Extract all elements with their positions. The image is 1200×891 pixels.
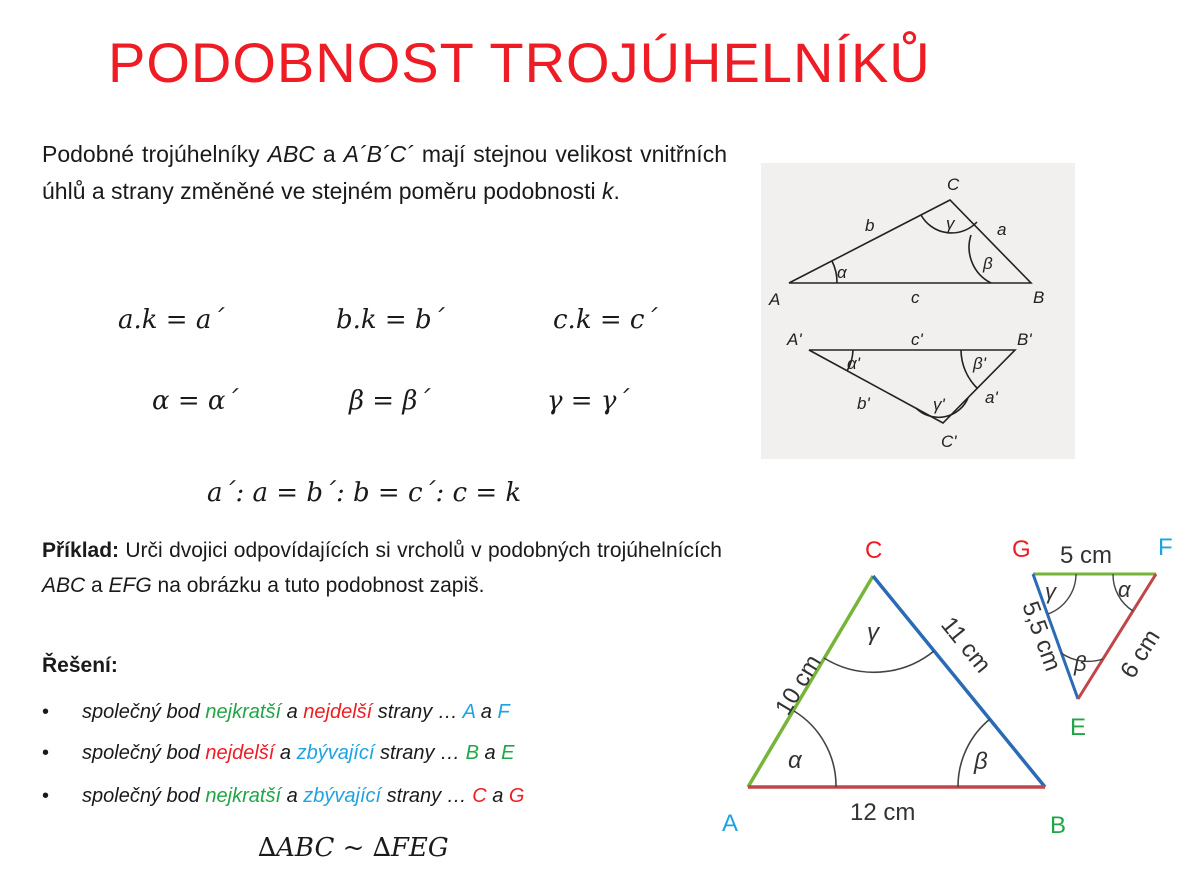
vertex-c: C <box>865 537 883 564</box>
formula-angle-gamma: γ = γ´ <box>547 386 630 416</box>
triangle-abc-prime: A´B´C´ <box>343 141 414 167</box>
solution-item <box>42 785 524 808</box>
side-c-prime-label: c' <box>911 330 923 349</box>
angle-alpha-label: α <box>788 747 802 774</box>
side-ac-length: 10 cm <box>769 650 827 721</box>
formula-side-a: a.k = a´ <box>118 305 225 335</box>
side-c-label: c <box>911 288 920 307</box>
item-text: a <box>486 785 509 807</box>
vertex-label: C <box>472 785 487 807</box>
word-shortest: nejkratší <box>205 785 282 807</box>
side-ge-length: 5,5 cm <box>1016 597 1067 675</box>
ratio-k: k <box>602 178 614 204</box>
vertex-e: E <box>1070 714 1087 741</box>
triangle-abc: ABC <box>267 141 315 167</box>
intro-text: . <box>613 178 620 204</box>
solution-label: Řešení: <box>42 654 118 677</box>
angle-beta-label: β <box>983 254 993 273</box>
item-text: a <box>478 742 502 764</box>
word-shortest: nejkratší <box>205 701 282 723</box>
word-longest: nejdelší <box>303 701 373 723</box>
vertex-label: E <box>501 742 515 764</box>
intro-paragraph <box>42 136 727 210</box>
formula-ratio: a´: a = b´: b = c´: c = k <box>207 478 522 508</box>
triangle-abc: ABC <box>42 574 86 597</box>
angle-gamma-label: γ <box>946 214 955 233</box>
intro-text: mají stejnou velikost vnitřních úhlů a strany změněné ve stejném poměru podobnosti <box>42 141 727 204</box>
page-title: PODOBNOST TROJÚHELNÍKŮ <box>108 31 931 94</box>
bullet-icon: • <box>42 701 50 723</box>
side-a-prime-label: a' <box>985 388 998 407</box>
item-text: strany … <box>374 742 466 764</box>
side-b-prime-label: b' <box>857 394 870 413</box>
similar-triangles-figure <box>761 163 1075 459</box>
vertex-label: A <box>462 701 476 723</box>
example-paragraph <box>42 533 722 603</box>
vertex-a-prime: A' <box>787 330 802 349</box>
vertex-label: F <box>497 701 510 723</box>
side-gf-length: 5 cm <box>1060 542 1113 569</box>
vertex-c: C <box>947 175 960 194</box>
vertex-c-prime: C' <box>941 432 957 451</box>
side-bc-length: 11 cm <box>935 611 997 679</box>
formula-angle-beta: β = β´ <box>349 386 431 416</box>
intro-text: a <box>314 141 344 167</box>
angle-alpha-label: α <box>837 263 847 282</box>
item-text: a <box>274 742 297 764</box>
item-text: a <box>281 701 304 723</box>
vertex-label: B <box>465 742 479 764</box>
word-remaining: zbývající <box>296 742 375 764</box>
side-b-label: b <box>865 216 875 235</box>
item-text: společný bod <box>82 742 206 764</box>
formula-side-c: c.k = c´ <box>553 305 658 335</box>
item-text: a <box>475 701 498 723</box>
angle-alpha-prime-label: α' <box>847 354 860 373</box>
word-longest: nejdelší <box>205 742 275 764</box>
vertex-a: A <box>722 810 739 837</box>
similarity-conclusion: ∆ABC ~ ∆FEG <box>258 833 449 863</box>
example-text: na obrázku a tuto podobnost zapiš. <box>151 574 485 597</box>
side-fe-length: 6 cm <box>1115 624 1166 684</box>
vertex-f: F <box>1158 534 1173 561</box>
side-a-label: a <box>997 220 1007 239</box>
item-text: strany … <box>372 701 463 723</box>
vertex-b-prime: B' <box>1017 330 1032 349</box>
small-angle-alpha-label: α <box>1118 577 1131 602</box>
angle-arcs <box>794 651 990 787</box>
intro-text: Podobné trojúhelníky <box>42 141 268 167</box>
example-triangles-figure <box>700 525 1180 870</box>
bullet-icon: • <box>42 785 50 807</box>
small-angle-beta-label: β <box>1074 651 1087 676</box>
triangle-abc-shape <box>789 200 1031 283</box>
item-text: strany … <box>381 785 473 807</box>
word-remaining: zbývající <box>303 785 382 807</box>
item-text: společný bod <box>82 701 206 723</box>
solution-item <box>42 701 510 724</box>
example-text: Urči dvojici odpovídajících si vrcholů v podobných trojúhelnících <box>119 539 722 562</box>
angle-beta-label: β <box>974 748 988 775</box>
formula-angle-alpha: α = α´ <box>152 386 239 416</box>
side-ab-length: 12 cm <box>850 799 916 826</box>
vertex-label: G <box>508 785 525 807</box>
angle-gamma-prime-label: γ' <box>933 395 945 414</box>
angle-beta-prime-label: β' <box>973 354 986 373</box>
small-angle-gamma-label: γ <box>1045 579 1056 604</box>
example-label: Příklad: <box>42 539 120 562</box>
angle-gamma-label: γ <box>867 619 879 646</box>
vertex-b: B <box>1033 288 1045 307</box>
item-text: společný bod <box>82 785 206 807</box>
vertex-b: B <box>1050 812 1067 839</box>
item-text: a <box>281 785 304 807</box>
vertex-g: G <box>1012 536 1031 563</box>
triangle-efg: EFG <box>108 574 152 597</box>
example-text: a <box>85 574 109 597</box>
bullet-icon: • <box>42 742 50 764</box>
vertex-a: A <box>769 290 781 309</box>
solution-item <box>42 742 515 765</box>
formula-side-b: b.k = b´ <box>336 305 445 335</box>
